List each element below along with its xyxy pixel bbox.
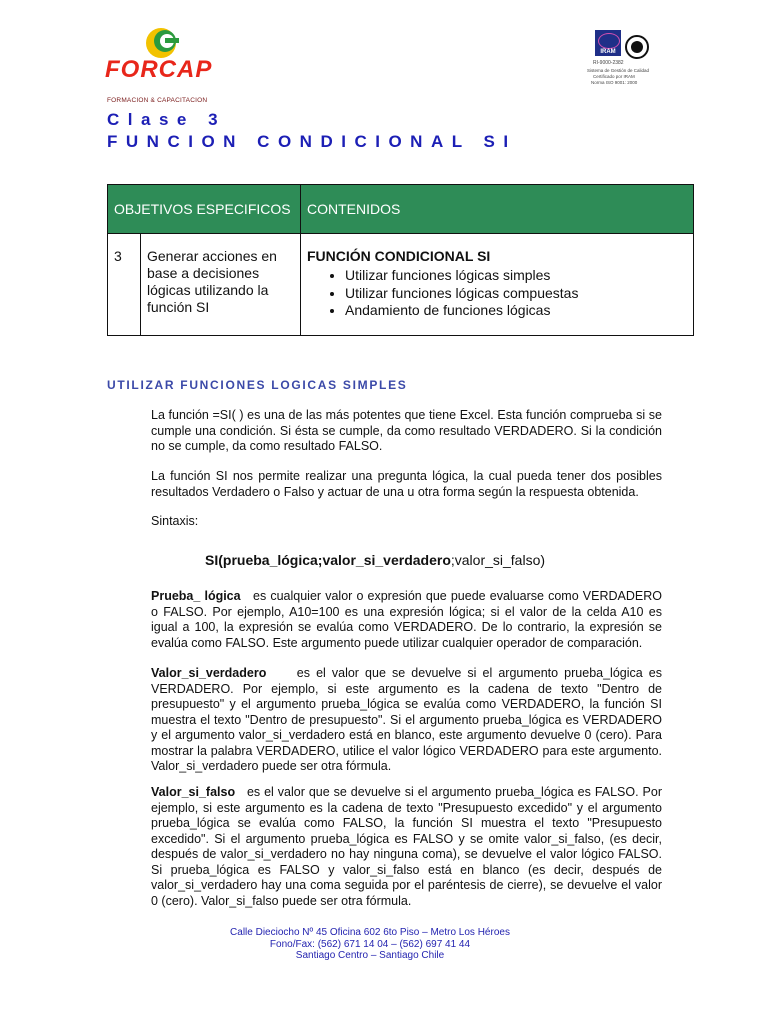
- syntax-formula: [205, 552, 545, 568]
- footer-line-address: Calle Dieciocho Nº 45 Oficina 602 6to Piso – Metro Los Héroes: [230, 927, 510, 938]
- topic-title: FUNCION CONDICIONAL SI: [107, 132, 517, 151]
- syntax-label: Sintaxis:: [151, 514, 199, 528]
- section-heading: UTILIZAR FUNCIONES LOGICAS SIMPLES: [107, 378, 408, 392]
- term-valor-si-falso: Valor_si_falso: [151, 785, 236, 799]
- text-prueba-logica: es cualquier valor o expresión que puede evaluarse como VERDADERO o FALSO. Por ejemplo, A10=100 es una expresión lógica; si el valor de la celda A10 es igual a 100, la expresión se evalúa como VERDADERO. De lo contrario, la expresión se evalúa como FALSO. Este argumento puede utilizar cualquier operador de comparación.: [151, 589, 666, 650]
- bullet-item: • Utilizar funciones lógicas compuestas: [345, 285, 687, 303]
- term-prueba-logica: Prueba_ lógica: [151, 589, 241, 603]
- paragraph-prueba-logica: [151, 589, 666, 651]
- footer-address: [200, 927, 540, 962]
- cert-line-3: Norma ISO 9001: 2000: [591, 80, 638, 85]
- iram-badge-icon: [595, 30, 621, 56]
- cert-line-2: Certificado por IRAM: [593, 74, 635, 79]
- iram-certification-logo: [585, 30, 665, 92]
- footer-line-phone: Fono/Fax: (562) 671 14 04 – (562) 697 41 44: [269, 938, 471, 950]
- table-header-row: [108, 185, 694, 234]
- paragraph-valor-si-falso: [151, 785, 666, 909]
- logo-brand-text: FORCAP: [105, 56, 213, 83]
- logo-tagline: FORMACION & CAPACITACION: [107, 97, 208, 104]
- content-bullets: [307, 267, 687, 320]
- syntax-bold-part: SI(prueba_lógica;valor_si_verdadero: [205, 552, 451, 568]
- paragraph-description: La función SI nos permite realizar una pregunta lógica, la cual pueda tener dos posibles resultados Verdadero o Falso y actuar de una u otra forma según la respuesta obtenida.: [151, 469, 662, 499]
- iqnet-seal-icon: [625, 35, 649, 59]
- text-valor-si-verdadero: es el valor que se devuelve si el argumento prueba_lógica es VERDADERO. Por ejemplo, si este argumento es la cadena de texto "Dentro de presupuesto" y el argumento prueba_lógica se evalúa como VERDADERO, la función SI muestra el texto "Dentro de presupuesto". Si el argumento prueba_lógica es VERDADERO y el argumento valor_si_verdadero está en blanco, este argumento devuelve 0 (cero). Para mostrar la palabra VERDADERO, utilice el valor lógico VERDADERO para este argumento. Valor_si_verdadero puede ser otra fórmula.: [151, 666, 666, 773]
- forcap-emblem-icon: [143, 26, 183, 60]
- class-title: Clase 3: [107, 110, 227, 129]
- paragraph-valor-si-verdadero: [151, 666, 666, 775]
- row-objective: Generar acciones en base a decisiones lógicas utilizando la función SI: [141, 234, 301, 336]
- iram-label: IRAM: [600, 49, 616, 55]
- table-row: [108, 234, 694, 336]
- row-contents: [301, 234, 694, 336]
- footer-line-city: Santiago Centro – Santiago Chile: [295, 950, 445, 961]
- paragraph-intro: La función =SI( ) es una de las más potentes que tiene Excel. Esta función comprueba si se cumple una condición. Si ésta se cumple, da como resultado VERDADERO. Si la condición no se cumple, da como resultado FALSO.: [151, 408, 662, 453]
- syntax-rest-part: ;valor_si_falso): [450, 552, 546, 568]
- header-contents: CONTENIDOS: [301, 185, 694, 234]
- bullet-item: • Utilizar funciones lógicas simples: [345, 267, 687, 285]
- forcap-logo: [105, 26, 225, 104]
- row-number: 3: [108, 234, 141, 336]
- content-title: FUNCIÓN CONDICIONAL SI: [307, 248, 491, 264]
- text-valor-si-falso: es el valor que se devuelve si el argumento prueba_lógica es FALSO. Por ejemplo, si este argumento es la cadena de texto "Presupuesto excedido" y el argumento prueba_lógica se evalúa como FALSO, la función SI muestra el texto "Presupuesto excedido". Si el argumento prueba_lógica es FALSO y se omite valor_si_falso, (es decir, después de valor_si_verdadero no hay ninguna coma), se devuelve el valor lógico FALSO. Si prueba_lógica es FALSO y valor_si_falso está en blanco (es decir, después de valor_si_verdadero hay una coma seguida por el paréntesis de cierre), se devuelve el valor 0 (cero). Valor_si_falso puede ser otra fórmula.: [151, 785, 666, 908]
- objectives-table: [107, 184, 694, 336]
- header-objectives: OBJETIVOS ESPECIFICOS: [108, 185, 301, 234]
- term-valor-si-verdadero: Valor_si_verdadero: [151, 666, 267, 680]
- iso-number: RI-9000-2382: [593, 60, 624, 66]
- bullet-item: • Andamiento de funciones lógicas: [345, 302, 687, 320]
- cert-line-1: Sistema de Gestión de Calidad: [587, 68, 650, 73]
